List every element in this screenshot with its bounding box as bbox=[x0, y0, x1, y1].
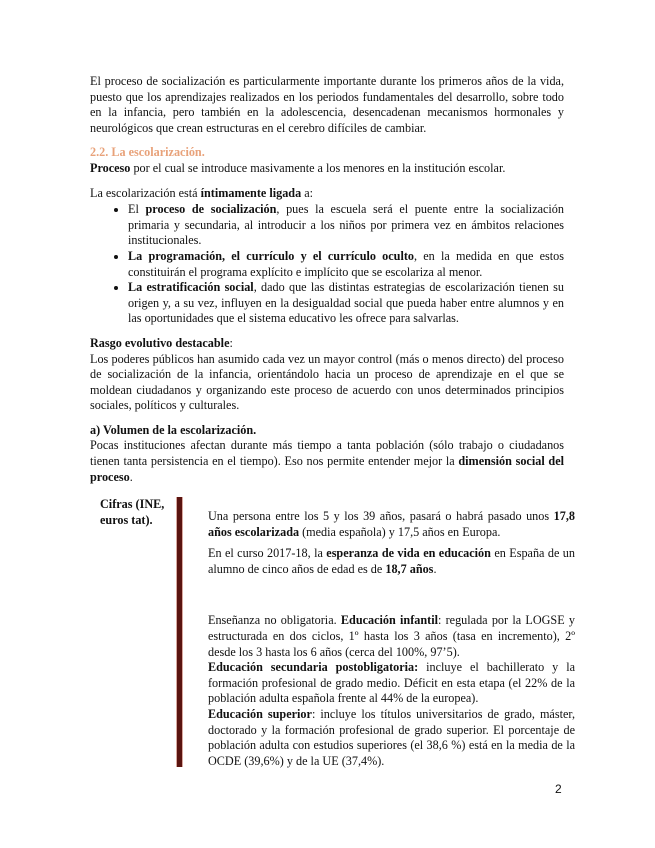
section-heading: 2.2. La escolarización. bbox=[90, 145, 205, 160]
p1-pre: Una persona entre los 5 y los 39 años, pasará o habrá pasado unos bbox=[208, 509, 554, 523]
p4-post: incluye el bachillerato y la formación profesional de grado medio. Déficit en esta etapa (el 22% de la población adulta española frente al 44% de la europea). bbox=[208, 660, 575, 706]
figures-label: Cifras (INE, euros tat). bbox=[100, 497, 165, 527]
intro-paragraph: El proceso de socialización es particularmente importante durante los primeros años de la vida, puesto que los aprendizajes realizados en los periodos fundamentales del desarrollo, sobre todo en la infancia, pero también en la adolescencia, desencadenan mecanismos hormonales y neurológicos que crean estructuras en el cerebro difíciles de cambiar. bbox=[90, 74, 564, 135]
item-text: , dado que las distintas estrategias de escolarización tienen su origen y, a su vez, influyen en la desigualdad social que pueda haber entre alumnos y en las oportunidades que el sistema educativo les ofrece para salvarlas. bbox=[128, 280, 565, 326]
p1-bold: 17,8 años escolarizada bbox=[208, 509, 575, 539]
definition-term: Proceso bbox=[90, 160, 131, 175]
linked-intro bbox=[90, 186, 564, 202]
volumen-pre: Pocas instituciones afectan durante más tiempo a tanta población (sólo trabajo o ciudadanos tienen tanta persistencia en el tiempo). Eso nos permite entender mejor la bbox=[90, 438, 564, 469]
p2-pre: En el curso 2017-18, la bbox=[208, 546, 327, 561]
p2-bold: esperanza de vida en educación bbox=[326, 546, 491, 561]
p3-bold: Educación infantil bbox=[340, 613, 438, 628]
item-pre: El bbox=[128, 202, 146, 217]
linked-post: a: bbox=[301, 185, 314, 200]
volumen-title: a) Volumen de la escolarización. bbox=[90, 422, 257, 437]
p2-mid: en España de un alumno de cinco años de edad es de bbox=[208, 546, 575, 576]
linked-bold: íntimamente ligada bbox=[200, 185, 302, 200]
definition-text: por el cual se introduce masivamente a los menores en la institución escolar. bbox=[130, 160, 506, 175]
list-item bbox=[128, 280, 564, 327]
figure-paragraph-1 bbox=[208, 509, 575, 540]
figure-paragraph-5 bbox=[208, 707, 575, 769]
p2-bold2: 18,7 años bbox=[385, 561, 434, 576]
item-bold: La programación, el currículo y el currículo oculto bbox=[128, 248, 414, 263]
item-bold: proceso de socialización bbox=[145, 202, 277, 217]
p5-post: : incluye los títulos universitarios de grado, máster, doctorado y la formación profesional de grado superior. El porcentaje de población adulta con estudios superiores (el 38,6 %) está en la media de la OCDE (39,6%) y de la UE (37,4%). bbox=[208, 706, 576, 768]
volumen-post: . bbox=[129, 469, 133, 484]
item-text: , pues la escuela será el puente entre la socialización primaria y secundaria, al introducir a los niños por primera vez en ámbitos relaciones institucionales. bbox=[128, 202, 564, 248]
figure-paragraph-3 bbox=[208, 613, 575, 660]
page-number: 2 bbox=[555, 782, 562, 796]
p3-pre: Enseñanza no obligatoria. bbox=[208, 613, 341, 628]
rasgo-heading bbox=[90, 336, 564, 352]
item-text: , en la medida en que estos constituirán el programa explícito e implícito que se escolariza al menor. bbox=[128, 248, 564, 279]
rasgo-colon: : bbox=[229, 335, 233, 350]
figures-divider bbox=[176, 497, 183, 767]
document-body bbox=[90, 74, 564, 485]
rasgo-paragraph: Los poderes públicos han asumido cada vez un mayor control (más o menos directo) del proceso de socialización de la infancia, orientándolo hacia un proceso de aprendizaje en el que se moldean ciudadanos y organizando este proceso de acuerdo con unos determinados principios sociales, políticos y culturales. bbox=[90, 351, 564, 413]
volumen-paragraph bbox=[90, 438, 564, 485]
p3-post: : regulada por la LOGSE y estructurada en dos ciclos, 1º hasta los 3 años (tasa en incremento), 2º desde los 3 hasta los 6 años (cerca del 100%, 97’5). bbox=[208, 613, 576, 659]
figure-paragraph-2 bbox=[208, 546, 575, 577]
p1-post: (media española) y 17,5 años en Europa. bbox=[299, 524, 501, 539]
figure-paragraph-4 bbox=[208, 660, 575, 707]
p5-bold: Educación superior bbox=[208, 706, 312, 721]
figures-content bbox=[208, 509, 575, 769]
linked-list bbox=[90, 202, 564, 327]
linked-pre: La escolarización está bbox=[90, 185, 201, 200]
list-item bbox=[128, 249, 564, 280]
list-item bbox=[128, 202, 564, 249]
rasgo-title: Rasgo evolutivo destacable bbox=[90, 335, 230, 350]
p2-post: . bbox=[433, 561, 437, 576]
volumen-heading bbox=[90, 423, 564, 439]
p4-bold: Educación secundaria postobligatoria: bbox=[208, 660, 419, 675]
item-bold: La estratificación social bbox=[128, 280, 254, 295]
definition-paragraph bbox=[90, 161, 564, 177]
volumen-bold: dimensión social del proceso bbox=[90, 454, 564, 484]
